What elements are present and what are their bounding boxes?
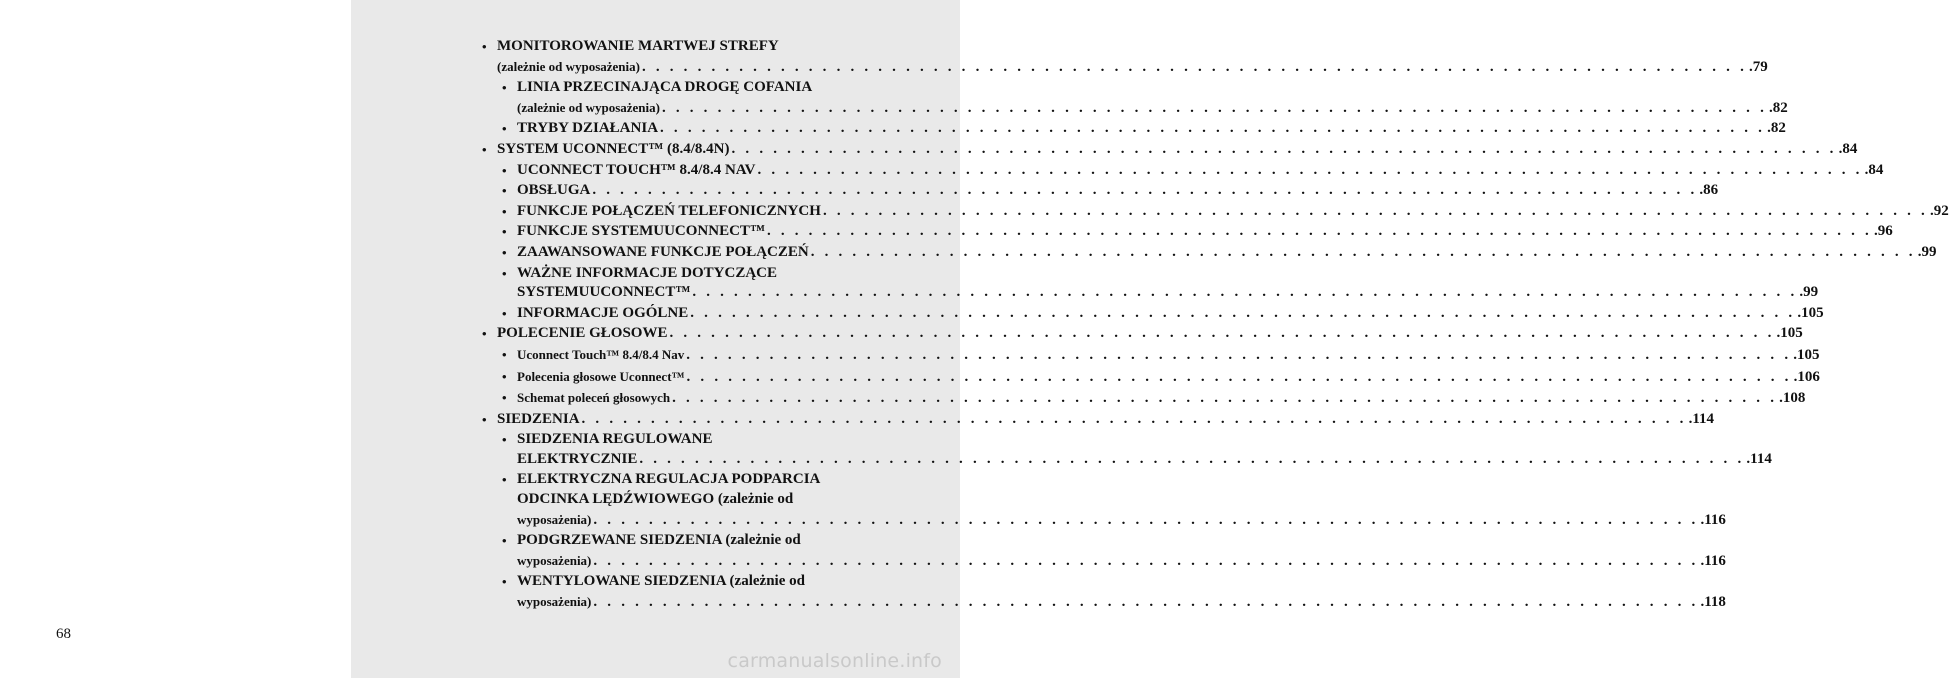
toc-entry-page: .84 <box>1864 161 1884 178</box>
right-page <box>351 0 1949 678</box>
leader-dots: . . . . . . . . . . . . . . . . . . . . . . . . . . . . . . . . . . . . . . . . . . . . . . . . . . . . . . . . . . . . . . . . . . . . . . . . . . . . . . . . <box>686 346 1792 363</box>
bullet-icon: • <box>502 346 507 362</box>
leader-dots: . . . . . . . . . . . . . . . . . . . . . . . . . . . . . . . . . . . . . . . . . . . . . . . . . . . . . . . . . . . . . . . . . . . . . . . . . . . . . . . . <box>690 304 1796 321</box>
toc-entry[interactable] <box>480 367 1820 388</box>
toc-entry-title-line: ODCINKA LĘDŹWIOWEGO (zależnie od <box>517 491 794 508</box>
leader-dots: . . . . . . . . . . . . . . . . . . . . . . . . . . . . . . . . . . . . . . . . . . . . . . . . . . . . . . . . . . . . . . . . . . . . . . . . . . . . . . . . <box>766 223 1873 240</box>
toc-entry[interactable] <box>480 388 1806 409</box>
toc-entry[interactable] <box>480 304 1824 324</box>
toc-entry-page: .86 <box>1699 182 1719 199</box>
toc-entry[interactable] <box>480 202 1949 222</box>
toc-entry-title: Schemat poleceń głosowych <box>517 390 671 406</box>
toc-entry-title: wyposażenia) <box>517 552 592 568</box>
toc-entry-title: FUNKCJE SYSTEMUUCONNECT™ <box>517 223 765 240</box>
leader-dots: . . . . . . . . . . . . . . . . . . . . . . . . . . . . . . . . . . . . . . . . . . . . . . . . . . . . . . . . . . . . . . . . . . . . . . . . . . . . . . . . <box>692 284 1798 301</box>
leader-dots: . . . . . . . . . . . . . . . . . . . . . . . . . . . . . . . . . . . . . . . . . . . . . . . . . . . . . . . . . . . . . . . . . . . . . . . . . . . . . . . . <box>592 182 1698 199</box>
toc-entry-page: .118 <box>1700 594 1726 611</box>
toc-entry-title: ELEKTRYCZNIE <box>517 450 638 467</box>
leader-dots: . . . . . . . . . . . . . . . . . . . . . . . . . . . . . . . . . . . . . . . . . . . . . . . . . . . . . . . . . . . . . . . . . . . . . . . . . . . . . . . . <box>641 58 1748 75</box>
toc-entry-title: SIEDZENIA <box>497 410 580 427</box>
bullet-icon: • <box>502 224 507 240</box>
toc-entry-title-line: LINIA PRZECINAJĄCA DROGĘ COFANIA <box>517 79 813 96</box>
toc-entry-title: wyposażenia) <box>517 594 592 610</box>
leader-dots: . . . . . . . . . . . . . . . . . . . . . . . . . . . . . . . . . . . . . . . . . . . . . . . . . . . . . . . . . . . . . . . . . . . . . . . . . . . . . . . . <box>757 161 1863 178</box>
toc-entry-title-line: SIEDZENIA REGULOWANE <box>517 431 713 448</box>
toc-entry-title-line: ELEKTRYCZNA REGULACJA PODPARCIA <box>517 471 821 488</box>
toc-entry-title: (zależnie od wyposażenia) <box>517 99 660 115</box>
bullet-icon: • <box>502 244 507 260</box>
toc-entry[interactable] <box>480 470 1726 530</box>
leader-dots: . . . . . . . . . . . . . . . . . . . . . . . . . . . . . . . . . . . . . . . . . . . . . . . . . . . . . . . . . . . . . . . . . . . . . . . . . . . . . . . . <box>686 368 1792 385</box>
toc-entry-title: SYSTEMUUCONNECT™ <box>517 284 691 301</box>
toc-entry[interactable] <box>480 531 1726 571</box>
toc-entry-title: Uconnect Touch™ 8.4/8.4 Nav <box>517 346 685 362</box>
leader-dots: . . . . . . . . . . . . . . . . . . . . . . . . . . . . . . . . . . . . . . . . . . . . . . . . . . . . . . . . . . . . . . . . . . . . . . . . . . . . . . . . <box>639 450 1745 467</box>
toc-entry-page: .84 <box>1838 140 1858 157</box>
bullet-icon: • <box>502 80 507 96</box>
toc-entry-page: .106 <box>1793 368 1820 385</box>
bullet-icon: • <box>502 203 507 219</box>
leader-dots: . . . . . . . . . . . . . . . . . . . . . . . . . . . . . . . . . . . . . . . . . . . . . . . . . . . . . . . . . . . . . . . . . . . . . . . . . . . . . . . . <box>810 243 1916 260</box>
bullet-icon: • <box>502 121 507 137</box>
leader-dots: . . . . . . . . . . . . . . . . . . . . . . . . . . . . . . . . . . . . . . . . . . . . . . . . . . . . . . . . . . . . . . . . . . . . . . . . . . . . . . . . <box>822 202 1928 219</box>
bullet-icon: • <box>482 39 487 54</box>
toc-entry-page: .105 <box>1776 325 1803 342</box>
bullet-icon: • <box>482 411 487 427</box>
page-number: 68 <box>56 626 71 642</box>
toc-entry[interactable] <box>480 324 1803 344</box>
toc-entry-title-line: MONITOROWANIE MARTWEJ STREFY <box>497 38 779 54</box>
leader-dots: . . . . . . . . . . . . . . . . . . . . . . . . . . . . . . . . . . . . . . . . . . . . . . . . . . . . . . . . . . . . . . . . . . . . . . . . . . . . . . . . <box>660 120 1766 137</box>
toc-entry-title-line: PODGRZEWANE SIEDZENIA (zależnie od <box>517 532 801 549</box>
toc-entry-title: TRYBY DZIAŁANIA <box>517 120 659 137</box>
toc-entry[interactable] <box>480 243 1937 263</box>
toc-entry-title: ZAAWANSOWANE FUNKCJE POŁĄCZEŃ <box>517 243 809 260</box>
leader-dots: . . . . . . . . . . . . . . . . . . . . . . . . . . . . . . . . . . . . . . . . . . . . . . . . . . . . . . . . . . . . . . . . . . . . . . . . . . . . . . . . <box>593 552 1699 569</box>
toc-entry-page: .82 <box>1769 99 1788 116</box>
bullet-icon: • <box>502 368 507 384</box>
toc-entry-title: Polecenia głosowe Uconnect™ <box>517 368 685 384</box>
toc-entry[interactable] <box>480 430 1772 469</box>
toc-entry[interactable] <box>480 572 1726 612</box>
table-of-contents <box>480 37 1949 614</box>
left-page <box>0 0 351 678</box>
bullet-icon: • <box>502 390 507 406</box>
bullet-icon: • <box>482 326 487 342</box>
toc-entry-page: .96 <box>1874 223 1893 240</box>
toc-entry-page: .116 <box>1700 552 1726 569</box>
bullet-icon: • <box>502 265 507 281</box>
bullet-icon: • <box>482 141 487 157</box>
leader-dots: . . . . . . . . . . . . . . . . . . . . . . . . . . . . . . . . . . . . . . . . . . . . . . . . . . . . . . . . . . . . . . . . . . . . . . . . . . . . . . . . <box>731 140 1837 157</box>
toc-entry-title: wyposażenia) <box>517 511 592 527</box>
toc-entry-page: .116 <box>1700 511 1726 528</box>
toc-entry-page: .82 <box>1767 120 1786 137</box>
toc-entry[interactable] <box>480 161 1884 181</box>
toc-entry[interactable] <box>480 37 1768 77</box>
toc-entry-title: INFORMACJE OGÓLNE <box>517 304 689 321</box>
toc-entry-page: .114 <box>1746 450 1772 467</box>
leader-dots: . . . . . . . . . . . . . . . . . . . . . . . . . . . . . . . . . . . . . . . . . . . . . . . . . . . . . . . . . . . . . . . . . . . . . . . . . . . . . . . . <box>661 99 1768 116</box>
toc-entry-title: POLECENIE GŁOSOWE <box>497 325 668 342</box>
leader-dots: . . . . . . . . . . . . . . . . . . . . . . . . . . . . . . . . . . . . . . . . . . . . . . . . . . . . . . . . . . . . . . . . . . . . . . . . . . . . . . . . <box>593 594 1699 611</box>
toc-entry[interactable] <box>480 222 1893 242</box>
toc-entry-page: .108 <box>1779 390 1806 407</box>
toc-entry-title: OBSŁUGA <box>517 182 591 199</box>
leader-dots: . . . . . . . . . . . . . . . . . . . . . . . . . . . . . . . . . . . . . . . . . . . . . . . . . . . . . . . . . . . . . . . . . . . . . . . . . . . . . . . . <box>672 390 1778 407</box>
toc-entry-page: .79 <box>1749 58 1768 75</box>
toc-entry-page: .105 <box>1793 346 1820 363</box>
toc-entry-title-line: WAŻNE INFORMACJE DOTYCZĄCE <box>517 264 778 281</box>
leader-dots: . . . . . . . . . . . . . . . . . . . . . . . . . . . . . . . . . . . . . . . . . . . . . . . . . . . . . . . . . . . . . . . . . . . . . . . . . . . . . . . . <box>593 511 1699 528</box>
watermark: carmanualsonline.info <box>727 650 942 672</box>
toc-entry[interactable] <box>480 264 1819 303</box>
bullet-icon: • <box>502 432 507 448</box>
leader-dots: . . . . . . . . . . . . . . . . . . . . . . . . . . . . . . . . . . . . . . . . . . . . . . . . . . . . . . . . . . . . . . . . . . . . . . . . . . . . . . . . <box>581 410 1687 427</box>
toc-entry-title: FUNKCJE POŁĄCZEŃ TELEFONICZNYCH <box>517 202 821 219</box>
toc-entry-page: .92 <box>1930 202 1949 219</box>
toc-entry-page: .105 <box>1797 304 1824 321</box>
bullet-icon: • <box>502 183 507 199</box>
toc-entry-title: SYSTEM UCONNECT™ (8.4/8.4N) <box>497 140 730 157</box>
bullet-icon: • <box>502 574 507 590</box>
bullet-icon: • <box>502 472 507 488</box>
toc-entry[interactable] <box>480 410 1715 430</box>
toc-entry-title: UCONNECT TOUCH™ 8.4/8.4 NAV <box>517 161 756 178</box>
toc-entry[interactable] <box>480 181 1719 201</box>
leader-dots: . . . . . . . . . . . . . . . . . . . . . . . . . . . . . . . . . . . . . . . . . . . . . . . . . . . . . . . . . . . . . . . . . . . . . . . . . . . . . . . . <box>669 325 1775 342</box>
bullet-icon: • <box>502 162 507 178</box>
toc-entry[interactable] <box>480 119 1786 139</box>
bullet-icon: • <box>502 533 507 549</box>
bullet-icon: • <box>502 305 507 321</box>
toc-entry-title: (zależnie od wyposażenia) <box>497 58 640 74</box>
toc-entry-page: .99 <box>1917 243 1937 260</box>
toc-entry-title-line: WENTYLOWANE SIEDZENIA (zależnie od <box>517 573 805 590</box>
toc-entry-page: .114 <box>1688 410 1715 427</box>
toc-entry[interactable] <box>480 345 1820 366</box>
toc-entry[interactable] <box>480 78 1788 118</box>
toc-entry[interactable] <box>480 140 1858 160</box>
toc-entry-page: .99 <box>1799 284 1819 301</box>
